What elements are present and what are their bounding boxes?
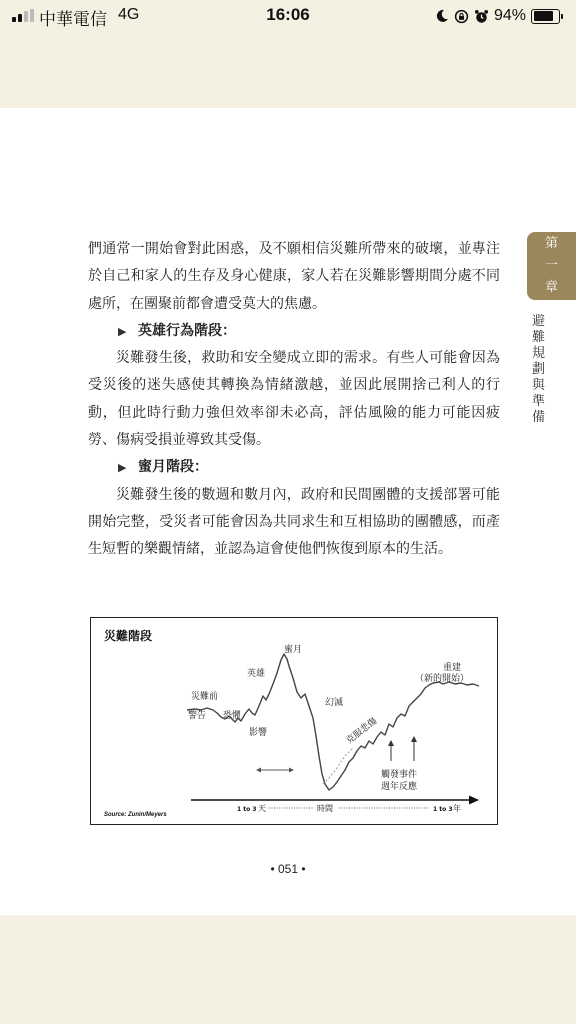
section-heading-text: 蜜月階段： (138, 459, 208, 476)
trigger-arrowhead-1 (388, 740, 394, 746)
chapter-tab[interactable] (527, 232, 576, 300)
battery-percent: 94% (493, 7, 526, 24)
page-body-text (88, 236, 500, 564)
alarm-icon (474, 9, 489, 24)
battery-icon (531, 9, 560, 24)
chapter-tab-char: 章 (544, 280, 558, 295)
network-type: 4G (118, 6, 140, 23)
label-anniversary: 週年反應 (381, 782, 418, 792)
disaster-phases-figure (90, 617, 498, 825)
rotation-lock-icon (454, 9, 469, 24)
duration-arrowhead-right (289, 768, 294, 773)
disaster-phases-diagram (91, 618, 497, 824)
time-axis-middle: 時間 (317, 804, 333, 813)
moon-icon (435, 9, 449, 23)
label-reconstruction: 重建 (443, 663, 462, 673)
section-heading (88, 318, 500, 345)
time-axis-end: 1 to 3 (433, 806, 453, 813)
section-heading (88, 454, 500, 481)
time-axis-start: 1 to 3 (237, 806, 257, 813)
figure-title: 災難階段 (104, 629, 153, 643)
time-axis-end-unit: 年 (453, 804, 461, 813)
carrier-name: 中華電信 (39, 10, 107, 30)
label-trigger-events: 觸發事件 (381, 770, 418, 780)
label-honeymoon: 蜜月 (284, 645, 303, 655)
label-warning: 警告 (188, 711, 207, 721)
label-heroic: 英雄 (247, 669, 266, 679)
duration-arrowhead-left (256, 768, 261, 773)
chapter-tab-char: 第 (544, 236, 558, 251)
paragraph: 災難發生後的數週和數月內，政府和民間團體的支援部署可能開始完整，受災者可能會因為共同求生和互相協助的團體感，而產生短暫的樂觀情緒，並認為這會使他們恢復到原本的生活。 (88, 486, 500, 558)
clock: 16:06 (266, 5, 310, 24)
label-fear: 恐懼 (223, 711, 242, 721)
section-heading-text: 英雄行為階段： (138, 322, 236, 339)
label-disillusionment: 幻滅 (325, 698, 344, 708)
paragraph: 們通常一開始會對此困惑，及不願相信災難所帶來的破壞，並專注於自己和家人的生存及身心健康，家人若在災難影響期間分處不同處所，在團聚前都會遭受莫大的焦慮。 (88, 241, 500, 312)
status-bar (0, 0, 576, 30)
time-axis-arrowhead (469, 796, 479, 805)
disillusionment-echo-curve (323, 748, 353, 784)
paragraph: 災難發生後，救助和安全變成立即的需求。有些人可能會因為受災後的迷失感使其轉換為情緒激越，並因此展開捨己利人的行動，但此時行動力強但效率卻未必高，評估風險的能力可能因疲勞、傷病受損並導致其受傷。 (88, 350, 500, 449)
label-pre-disaster: 災難前 (191, 692, 219, 702)
battery-fill (534, 11, 554, 21)
chapter-title: 避難規劃與準備 (532, 314, 546, 425)
label-new-beginning: （新的開始） (415, 674, 470, 684)
page-number: • 051 • (270, 862, 306, 876)
trigger-arrowhead-2 (411, 736, 417, 742)
label-grief: 克服悲傷 (344, 716, 380, 747)
figure-source: Source: Zunin/Meyers (104, 812, 167, 818)
time-axis-start-unit: 天 (258, 804, 266, 813)
label-impact: 影響 (249, 728, 268, 738)
chapter-tab-char: 一 (544, 258, 558, 273)
status-icons (435, 5, 560, 27)
